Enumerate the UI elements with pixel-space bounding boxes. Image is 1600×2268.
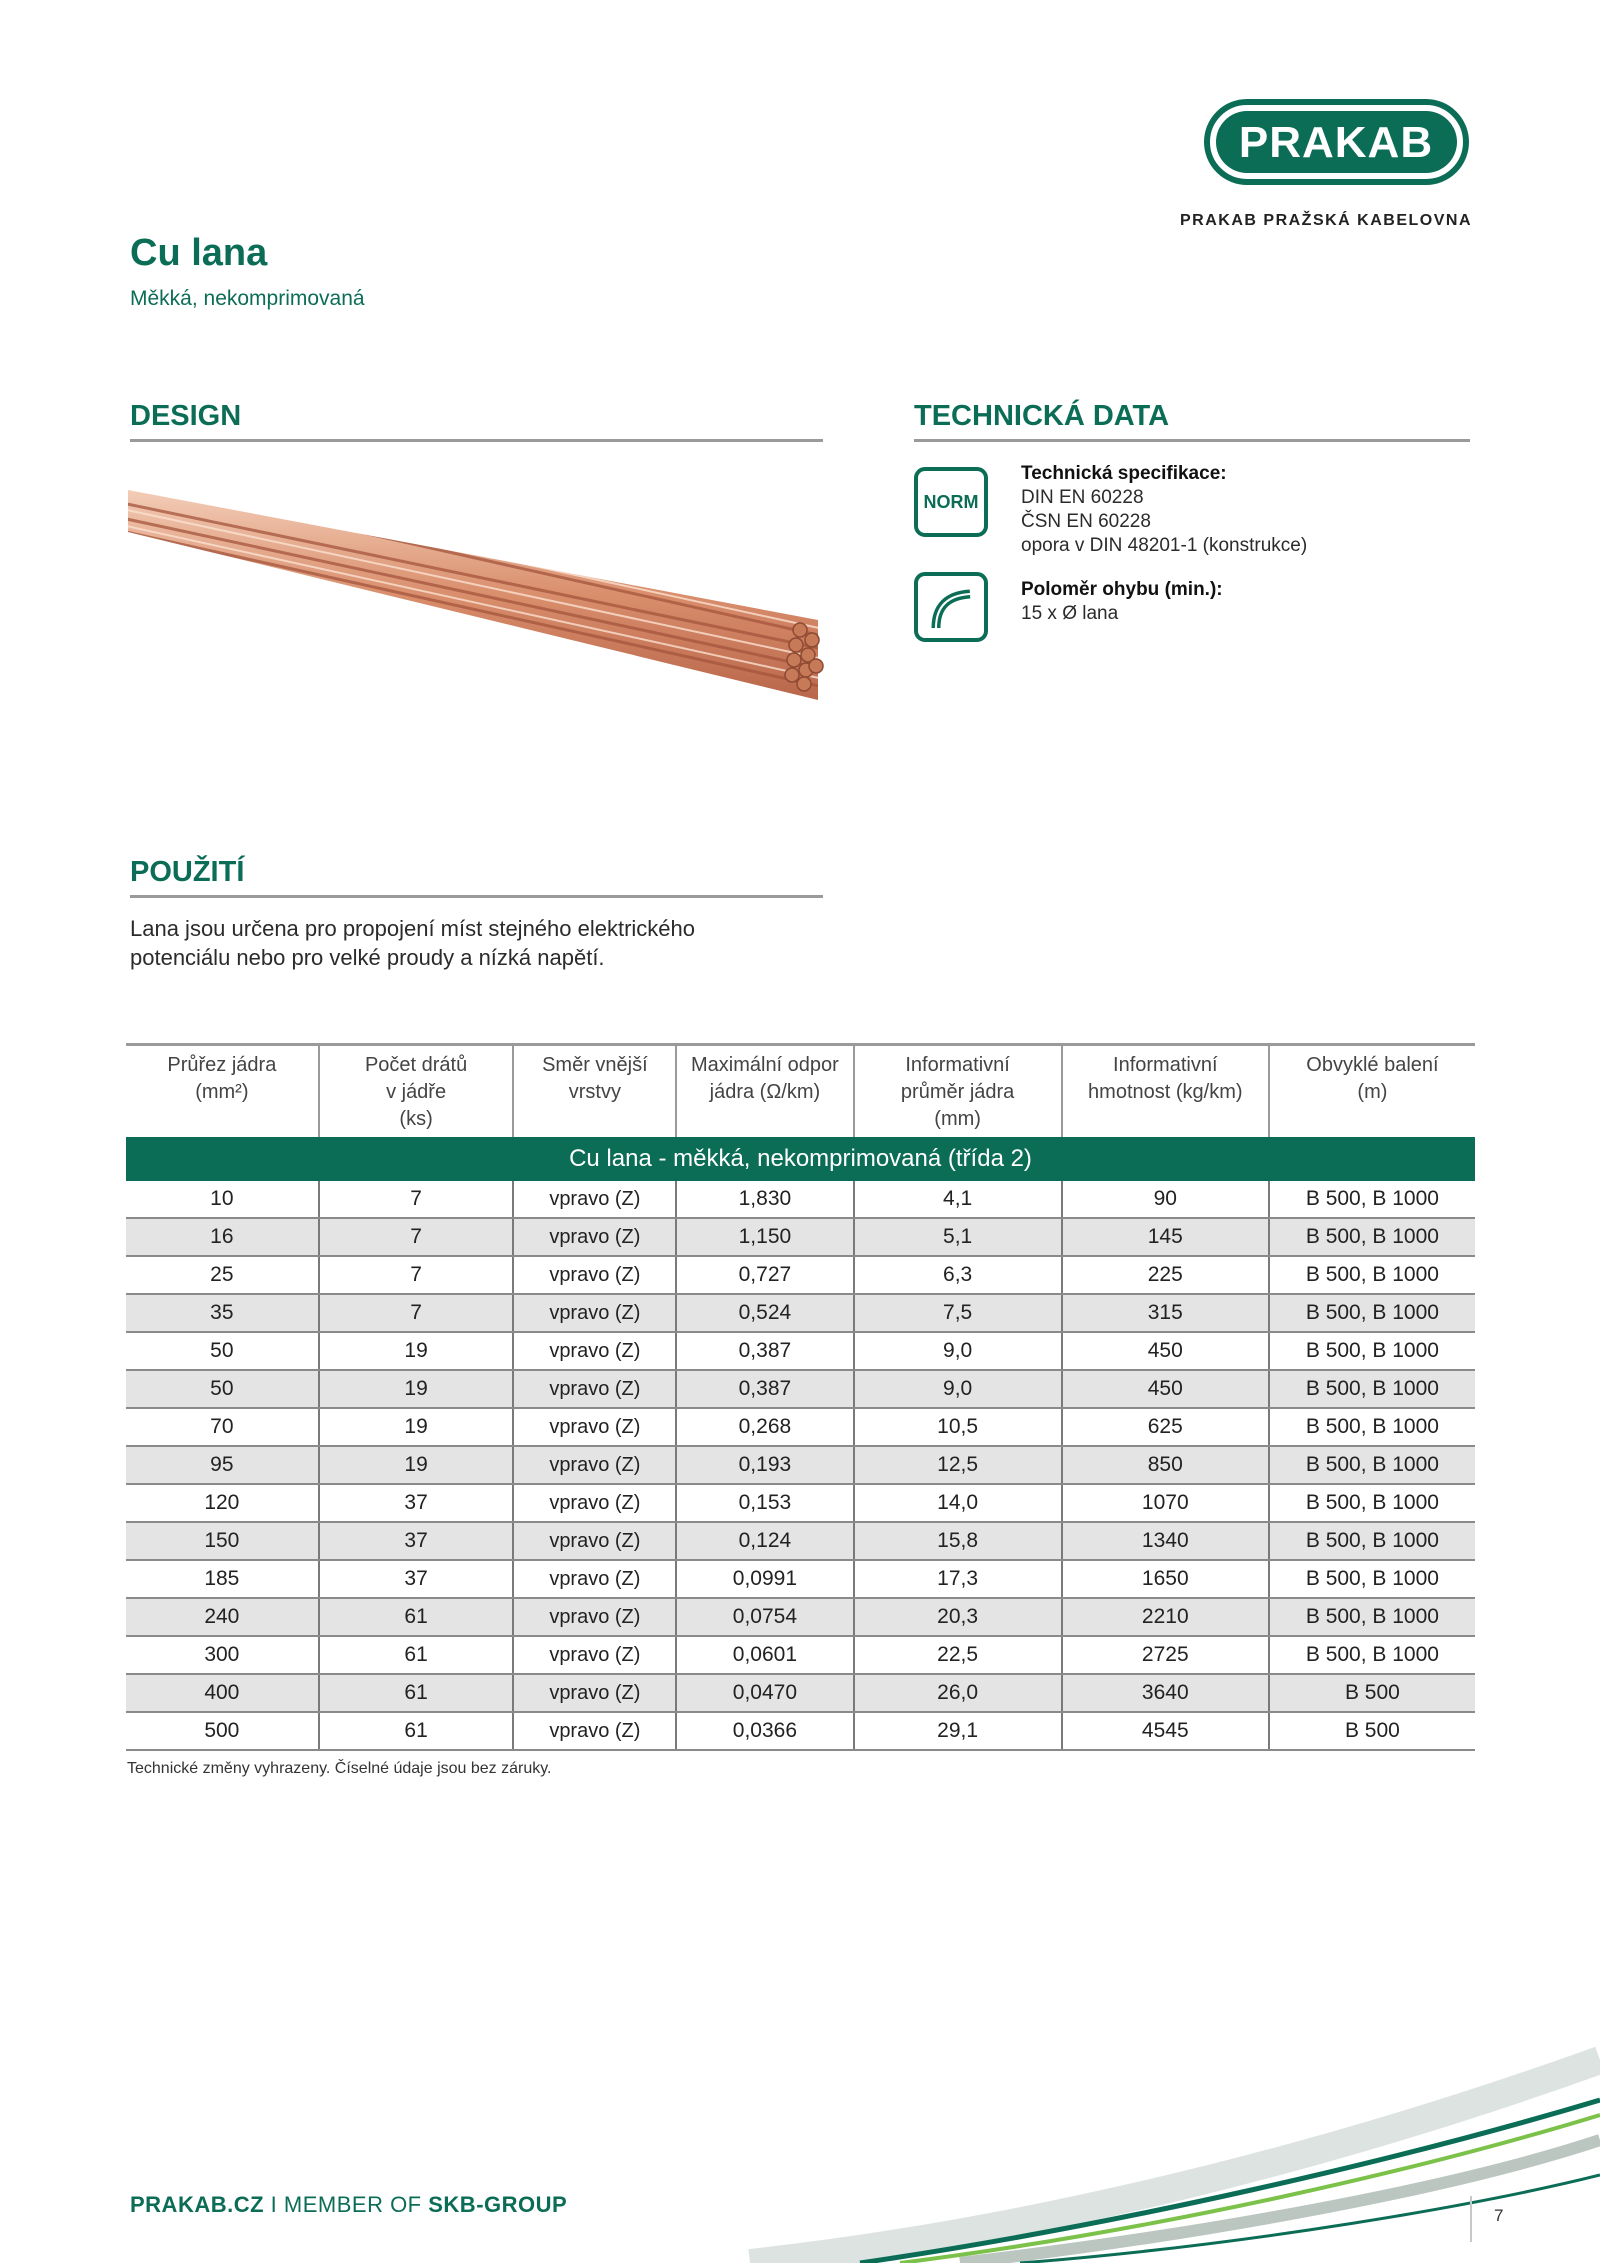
usage-heading: POUŽITÍ (130, 856, 823, 898)
table-cell: 5,1 (854, 1218, 1062, 1256)
table-cell: 17,3 (854, 1560, 1062, 1598)
table-cell: 0,387 (676, 1370, 853, 1408)
page-subtitle: Měkká, nekomprimovaná (130, 287, 365, 310)
table-row (126, 1522, 1475, 1560)
table-cell: 225 (1062, 1256, 1269, 1294)
spec-line: DIN EN 60228 (1021, 487, 1144, 508)
table-row (126, 1256, 1475, 1294)
table-cell: 145 (1062, 1218, 1269, 1256)
table-cell: vpravo (Z) (513, 1598, 676, 1636)
table-cell: vpravo (Z) (513, 1332, 676, 1370)
column-header-line: Maximální odpor (690, 1054, 839, 1076)
table-cell: vpravo (Z) (513, 1484, 676, 1522)
table-row (126, 1712, 1475, 1750)
table-cell: 0,0991 (676, 1560, 853, 1598)
table-cell: 1340 (1062, 1522, 1269, 1560)
table-row (126, 1218, 1475, 1256)
table-group-title: Cu lana - měkká, nekomprimovaná (třída 2) (126, 1137, 1475, 1181)
column-header-line: Počet drátů (364, 1054, 468, 1076)
table-row (126, 1598, 1475, 1636)
column-header-line: v jádře (386, 1081, 447, 1103)
table-cell: vpravo (Z) (513, 1218, 676, 1256)
table-row (126, 1484, 1475, 1522)
column-header-line: (mm²) (195, 1081, 249, 1103)
table-cell: 10 (126, 1181, 319, 1218)
table-cell: B 500, B 1000 (1269, 1598, 1475, 1636)
table-cell: 25 (126, 1256, 319, 1294)
table-cell: 1,150 (676, 1218, 853, 1256)
table-cell: vpravo (Z) (513, 1712, 676, 1750)
copper-cable-image (128, 470, 828, 715)
table-row (126, 1181, 1475, 1218)
table-cell: vpravo (Z) (513, 1370, 676, 1408)
table-cell: vpravo (Z) (513, 1674, 676, 1712)
table-cell: B 500 (1269, 1674, 1475, 1712)
brand-tagline: PRAKAB PRAŽSKÁ KABELOVNA (1180, 212, 1473, 229)
table-cell: 19 (319, 1408, 514, 1446)
spec-line: ČSN EN 60228 (1021, 511, 1151, 532)
table-cell: 450 (1062, 1332, 1269, 1370)
page-separator (1470, 2196, 1472, 2242)
table-cell: 19 (319, 1332, 514, 1370)
table-cell: 120 (126, 1484, 319, 1522)
table-cell: B 500, B 1000 (1269, 1484, 1475, 1522)
table-cell: 14,0 (854, 1484, 1062, 1522)
column-header-line: Směr vnější (542, 1054, 648, 1076)
table-cell: 500 (126, 1712, 319, 1750)
column-header (854, 1045, 1062, 1138)
table-cell: 0,124 (676, 1522, 853, 1560)
bend-label: Poloměr ohybu (min.): (1021, 579, 1223, 600)
table-cell: 7 (319, 1218, 514, 1256)
table-cell: 0,0754 (676, 1598, 853, 1636)
table-cell: 0,0470 (676, 1674, 853, 1712)
table-cell: 19 (319, 1446, 514, 1484)
table-cell: 240 (126, 1598, 319, 1636)
table-cell: 16 (126, 1218, 319, 1256)
table-cell: 185 (126, 1560, 319, 1598)
table-cell: 7 (319, 1181, 514, 1218)
table-cell: vpravo (Z) (513, 1560, 676, 1598)
column-header-line: Průřez jádra (167, 1054, 277, 1076)
table-cell: 850 (1062, 1446, 1269, 1484)
table-cell: 0,0601 (676, 1636, 853, 1674)
table-cell: vpravo (Z) (513, 1636, 676, 1674)
table-row (126, 1636, 1475, 1674)
table-cell: vpravo (Z) (513, 1408, 676, 1446)
table-cell: 10,5 (854, 1408, 1062, 1446)
column-header-line: vrstvy (568, 1081, 621, 1103)
footer-sep: I MEMBER OF (264, 2192, 429, 2217)
table-cell: 0,193 (676, 1446, 853, 1484)
table-cell: 0,268 (676, 1408, 853, 1446)
table-cell: 22,5 (854, 1636, 1062, 1674)
table-row (126, 1674, 1475, 1712)
table-cell: 37 (319, 1484, 514, 1522)
page-number: 7 (1494, 2206, 1504, 2225)
table-cell: 7 (319, 1256, 514, 1294)
table-cell: 0,524 (676, 1294, 853, 1332)
table-cell: 3640 (1062, 1674, 1269, 1712)
table-cell: vpravo (Z) (513, 1446, 676, 1484)
column-header (319, 1045, 514, 1138)
table-cell: 70 (126, 1408, 319, 1446)
table-cell: 61 (319, 1636, 514, 1674)
column-header (126, 1045, 319, 1138)
bend-radius-icon (914, 572, 988, 642)
table-row (126, 1560, 1475, 1598)
table-cell: 0,153 (676, 1484, 853, 1522)
table-cell: 61 (319, 1712, 514, 1750)
table-cell: 6,3 (854, 1256, 1062, 1294)
table-cell: B 500, B 1000 (1269, 1408, 1475, 1446)
table-cell: 95 (126, 1446, 319, 1484)
table-cell: 2210 (1062, 1598, 1269, 1636)
table-cell: 19 (319, 1370, 514, 1408)
table-cell: 50 (126, 1370, 319, 1408)
column-header-line: (ks) (399, 1108, 433, 1130)
usage-line: Lana jsou určena pro propojení míst stejného elektrického (130, 916, 696, 941)
conductor-table (126, 1043, 1475, 1751)
usage-text (130, 914, 830, 972)
table-cell: 625 (1062, 1408, 1269, 1446)
column-header-line: jádra (Ω/km) (709, 1081, 821, 1103)
table-cell: vpravo (Z) (513, 1522, 676, 1560)
table-cell: 4,1 (854, 1181, 1062, 1218)
prakab-logo (1204, 99, 1469, 185)
spec-label: Technická specifikace: (1021, 463, 1227, 484)
table-cell: B 500, B 1000 (1269, 1256, 1475, 1294)
table-cell: B 500, B 1000 (1269, 1370, 1475, 1408)
technical-data-heading: TECHNICKÁ DATA (914, 400, 1470, 442)
table-cell: B 500, B 1000 (1269, 1294, 1475, 1332)
table-cell: 400 (126, 1674, 319, 1712)
column-header-line: (m) (1357, 1081, 1388, 1103)
table-cell: B 500, B 1000 (1269, 1522, 1475, 1560)
column-header (1062, 1045, 1269, 1138)
table-cell: 37 (319, 1522, 514, 1560)
table-cell: 0,0366 (676, 1712, 853, 1750)
column-header-line: Informativní (1113, 1054, 1218, 1076)
footer-group: SKB-GROUP (428, 2192, 568, 2217)
page-title: Cu lana (130, 232, 268, 274)
disclaimer-note: Technické změny vyhrazeny. Číselné údaje jsou bez záruky. (127, 1760, 552, 1777)
table-row (126, 1332, 1475, 1370)
table-cell: 37 (319, 1560, 514, 1598)
table-row (126, 1370, 1475, 1408)
table-cell: 315 (1062, 1294, 1269, 1332)
table-cell: 15,8 (854, 1522, 1062, 1560)
table-cell: B 500, B 1000 (1269, 1636, 1475, 1674)
table-cell: 9,0 (854, 1332, 1062, 1370)
table-cell: 300 (126, 1636, 319, 1674)
table-cell: 7,5 (854, 1294, 1062, 1332)
table-row (126, 1408, 1475, 1446)
footer-text (130, 2192, 567, 2218)
table-cell: 1070 (1062, 1484, 1269, 1522)
table-cell: 50 (126, 1332, 319, 1370)
column-header-line: (mm) (934, 1108, 981, 1130)
table-cell: 9,0 (854, 1370, 1062, 1408)
table-cell: B 500, B 1000 (1269, 1560, 1475, 1598)
table-cell: 26,0 (854, 1674, 1062, 1712)
norm-icon-label: NORM (923, 491, 979, 512)
table-cell: 450 (1062, 1370, 1269, 1408)
table-cell: vpravo (Z) (513, 1294, 676, 1332)
table-cell: 35 (126, 1294, 319, 1332)
column-header (1269, 1045, 1475, 1138)
table-cell: vpravo (Z) (513, 1181, 676, 1218)
svg-text:PRAKAB: PRAKAB (1238, 118, 1434, 167)
table-cell: 2725 (1062, 1636, 1269, 1674)
table-cell: 1650 (1062, 1560, 1269, 1598)
usage-line: potenciálu nebo pro velké proudy a nízká napětí. (130, 945, 605, 970)
table-cell: 61 (319, 1674, 514, 1712)
table-cell: 12,5 (854, 1446, 1062, 1484)
norm-icon (914, 467, 988, 537)
table-cell: vpravo (Z) (513, 1256, 676, 1294)
table-cell: 7 (319, 1294, 514, 1332)
column-header-line: Informativní (905, 1054, 1010, 1076)
technical-specification (1021, 462, 1307, 558)
table-row (126, 1446, 1475, 1484)
table-cell: B 500, B 1000 (1269, 1181, 1475, 1218)
column-header-line: hmotnost (kg/km) (1088, 1081, 1243, 1103)
design-heading: DESIGN (130, 400, 823, 442)
column-header (676, 1045, 853, 1138)
table-cell: 61 (319, 1598, 514, 1636)
table-cell: B 500, B 1000 (1269, 1332, 1475, 1370)
table-cell: 150 (126, 1522, 319, 1560)
table-row (126, 1294, 1475, 1332)
table-cell: 1,830 (676, 1181, 853, 1218)
decorative-swoosh (600, 1990, 1600, 2263)
column-header-line: průměr jádra (900, 1081, 1015, 1103)
table-cell: 4545 (1062, 1712, 1269, 1750)
table-cell: B 500 (1269, 1712, 1475, 1750)
footer-site: PRAKAB.CZ (130, 2192, 265, 2217)
bend-radius (1021, 578, 1223, 626)
table-cell: 29,1 (854, 1712, 1062, 1750)
table-cell: B 500, B 1000 (1269, 1446, 1475, 1484)
column-header-line: Obvyklé balení (1306, 1054, 1439, 1076)
table-cell: B 500, B 1000 (1269, 1218, 1475, 1256)
table-cell: 0,387 (676, 1332, 853, 1370)
column-header (513, 1045, 676, 1138)
bend-value: 15 x Ø lana (1021, 603, 1119, 624)
table-cell: 20,3 (854, 1598, 1062, 1636)
table-cell: 90 (1062, 1181, 1269, 1218)
spec-line: opora v DIN 48201-1 (konstrukce) (1021, 535, 1308, 556)
table-cell: 0,727 (676, 1256, 853, 1294)
